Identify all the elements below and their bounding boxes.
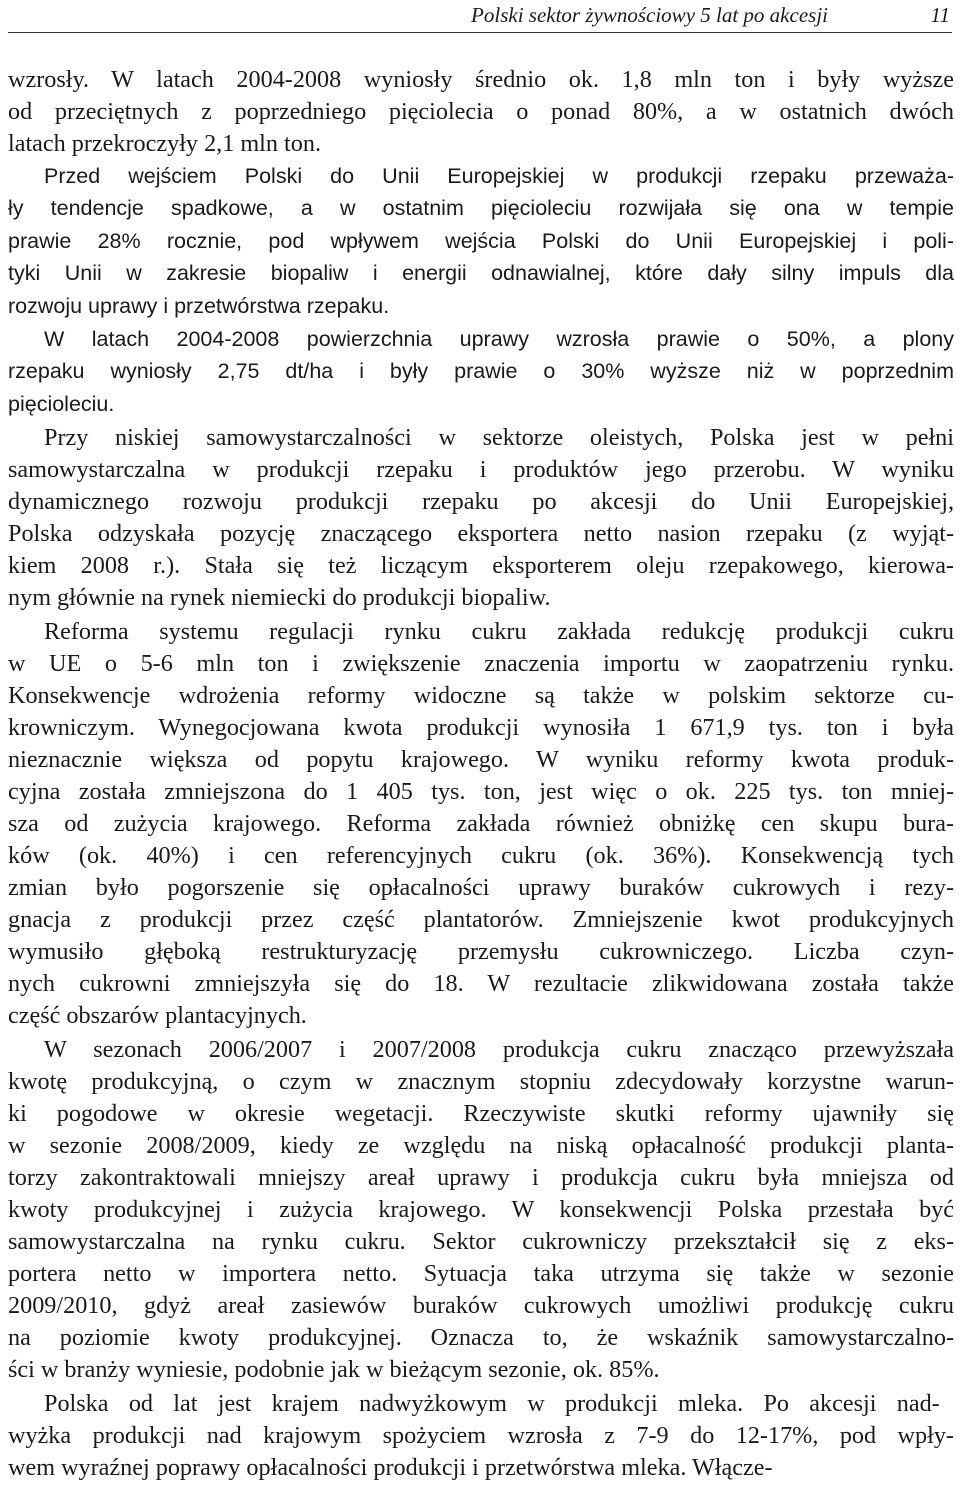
text-line: wymusiło głęboką restrukturyzację przemysłu cukrowniczego. Liczba czyn- [8, 938, 954, 965]
text-line: wzrosły. W latach 2004-2008 wyniosły średnio ok. 1,8 mln ton i były wyższe [8, 66, 954, 93]
text-line: torzy zakontraktowali mniejszy areał uprawy i produkcja cukru była mniejsza od [8, 1164, 954, 1191]
text-line: Reforma systemu regulacji rynku cukru zakłada redukcję produkcji cukru [44, 618, 954, 645]
text-line: nych cukrowni zmniejszyła się do 18. W rezultacie zlikwidowana została także [8, 970, 954, 997]
paragraph-2 [8, 160, 954, 322]
paragraph-5 [8, 616, 954, 1032]
text-line: zmian było pogorszenie się opłacalności uprawy buraków cukrowych i rezy- [8, 874, 954, 901]
text-line: Konsekwencje wdrożenia reformy widoczne są także w polskim sektorze cu- [8, 682, 954, 709]
text-line: Polska od lat jest krajem nadwyżkowym w produkcji mleka. Po akcesji nad- [44, 1390, 940, 1417]
text-line: samowystarczalna na rynku cukru. Sektor cukrowniczy przekształcił się z eks- [8, 1228, 954, 1255]
text-line: Przy niskiej samowystarczalności w sektorze oleistych, Polska jest w pełni [44, 424, 954, 451]
text-line: latach przekroczyły 2,1 mln ton. [8, 130, 321, 157]
text-line: W latach 2004-2008 powierzchnia uprawy wzrosła prawie o 50%, a plony [44, 327, 954, 351]
text-line: dynamicznego rozwoju produkcji rzepaku po akcesji do Unii Europejskiej, [8, 488, 954, 515]
text-line: wyżka produkcji nad krajowym spożyciem wzrosła z 7-9 do 12-17%, pod wpły- [8, 1422, 954, 1449]
text-line: od przeciętnych z poprzedniego pięciolecia o ponad 80%, a w ostatnich dwóch [8, 98, 954, 125]
paragraph-3 [8, 323, 954, 420]
text-line: na poziomie kwoty produkcyjnej. Oznacza to, że wskaźnik samowystarczalno- [8, 1324, 954, 1351]
text-line: Polska odzyskała pozycję znaczącego eksportera netto nasion rzepaku (z wyjąt- [8, 520, 954, 547]
text-line: samowystarczalna w produkcji rzepaku i produktów jego przerobu. W wyniku [8, 456, 954, 483]
text-line: rzepaku wyniosły 2,75 dt/ha i były prawie o 30% wyższe niż w poprzednim [8, 359, 954, 384]
text-line: ści w branży wyniesie, podobnie jak w bieżącym sezonie, ok. 85%. [8, 1356, 660, 1383]
text-line: kwoty produkcyjnej i zużycia krajowego. W konsekwencji Polska przestała być [8, 1196, 954, 1223]
text-line: kwotę produkcyjną, o czym w znacznym stopniu zdecydowały korzystne warun- [8, 1068, 954, 1095]
text-line: nieznacznie większa od popytu krajowego. W wyniku reformy kwota produk- [8, 746, 954, 773]
text-line: ki pogodowe w okresie wegetacji. Rzeczywiste skutki reformy ujawniły się [8, 1100, 954, 1127]
text-line: 2009/2010, gdyż areał zasiewów buraków cukrowych umożliwi produkcję cukru [8, 1292, 954, 1319]
text-line: nym głównie na rynek niemiecki do produkcji biopaliw. [8, 584, 551, 611]
paragraph-1 [8, 64, 954, 160]
text-line: w sezonie 2008/2009, kiedy ze względu na niską opłacalność produkcji planta- [8, 1132, 954, 1159]
text-line: pięcioleciu. [8, 391, 115, 416]
text-line: kiem 2008 r.). Stała się też liczącym eksporterem oleju rzepakowego, kierowa- [8, 552, 954, 579]
text-line: ły tendencje spadkowe, a w ostatnim pięcioleciu rozwijała się ona w tempie [8, 196, 954, 221]
text-line: prawie 28% rocznie, pod wpływem wejścia Polski do Unii Europejskiej i poli- [8, 228, 954, 253]
text-line: Przed wejściem Polski do Unii Europejskiej w produkcji rzepaku przeważa- [44, 164, 954, 188]
running-title: Polski sektor żywnościowy 5 lat po akcesji [471, 3, 828, 27]
text-line: krowniczym. Wynegocjowana kwota produkcji wynosiła 1 671,9 tys. ton i była [8, 714, 954, 741]
paragraph-6 [8, 1034, 954, 1386]
text-line: część obszarów plantacyjnych. [8, 1002, 307, 1029]
text-line: portera netto w importera netto. Sytuacja taka utrzyma się także w sezonie [8, 1260, 954, 1287]
text-line: cyjna została zmniejszona do 1 405 tys. ton, jest więc o ok. 225 tys. ton mniej- [8, 778, 954, 805]
text-line: W sezonach 2006/2007 i 2007/2008 produkcja cukru znacząco przewyższała [44, 1036, 954, 1063]
text-line: wem wyraźnej poprawy opłacalności produkcji i przetwórstwa mleka. Włącze- [8, 1454, 773, 1481]
paragraph-7 [8, 1388, 954, 1484]
text-line: gnacja z produkcji przez część plantatorów. Zmniejszenie kwot produkcyjnych [8, 906, 954, 933]
running-header [8, 0, 952, 33]
page-number: 11 [930, 3, 950, 27]
text-line: tyki Unii w zakresie biopaliw i energii odnawialnej, które dały silny impuls dla [8, 261, 954, 286]
text-line: ków (ok. 40%) i cen referencyjnych cukru (ok. 36%). Konsekwencją tych [8, 842, 954, 869]
text-line: rozwoju uprawy i przetwórstwa rzepaku. [8, 293, 390, 318]
paragraph-4 [8, 422, 954, 614]
text-line: sza od zużycia krajowego. Reforma zakłada również obniżkę cen skupu bura- [8, 810, 954, 837]
text-line: w UE o 5-6 mln ton i zwiększenie znaczenia importu w zaopatrzeniu rynku. [8, 650, 954, 677]
